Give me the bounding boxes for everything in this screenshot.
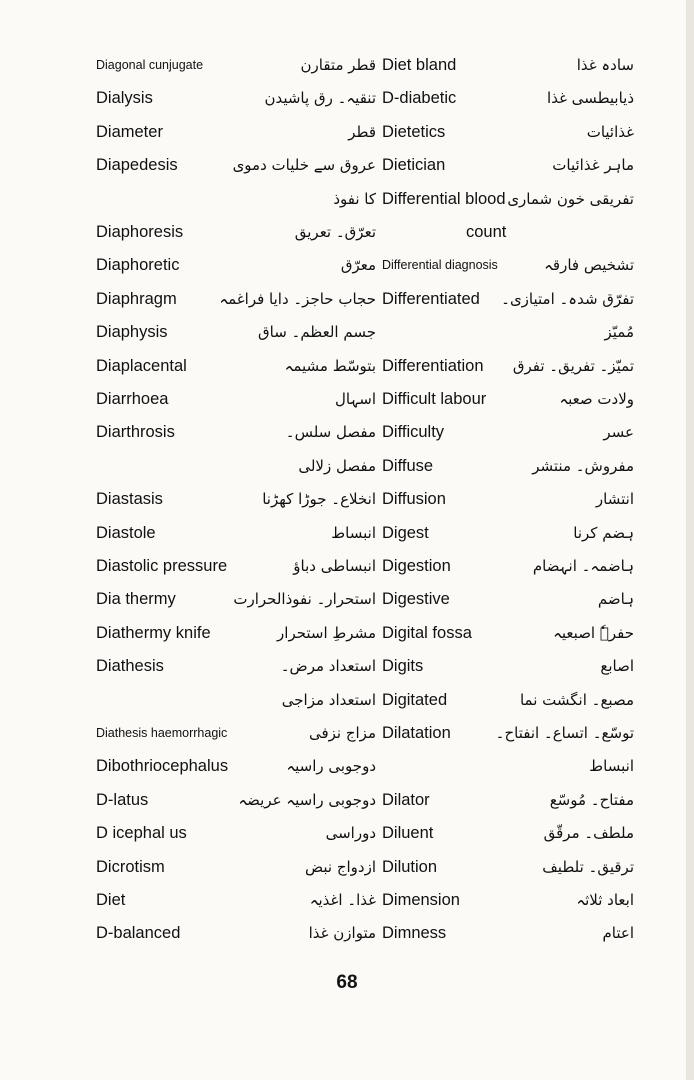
english-term: Dimness <box>382 924 447 943</box>
entry-row <box>0 284 694 314</box>
english-term: Dilution <box>382 857 438 876</box>
urdu-term: غذائیات <box>586 122 634 141</box>
english-term: Diaphysis <box>96 323 168 342</box>
urdu-term: ہاضم <box>597 590 634 609</box>
english-term: Digestive <box>382 590 450 609</box>
english-term: Dibothriocephalus <box>96 757 229 776</box>
urdu-term: دوجوبی راسیہ <box>286 757 376 776</box>
english-term: Dilator <box>382 790 430 809</box>
english-term: Diet <box>96 891 126 909</box>
english-term: Diastolic pressure <box>96 557 228 575</box>
english-term: Dicrotism <box>96 857 165 876</box>
english-term: Digits <box>382 657 424 676</box>
urdu-term: دوراسی <box>325 824 376 843</box>
english-term: Digest <box>382 523 429 542</box>
page-number: 68 <box>336 972 358 993</box>
urdu-term: ترقیق۔ تلطیف <box>542 857 634 876</box>
urdu-term: معرّق <box>340 256 376 275</box>
urdu-term: انخلاع۔ جوڑا کھڑنا <box>262 490 376 509</box>
entry-row <box>0 918 694 948</box>
urdu-term: مفتاح۔ مُوسّع <box>549 790 634 809</box>
urdu-term: قطر متقارن <box>300 56 376 74</box>
urdu-term: قطر <box>348 122 376 141</box>
english-term: Digitated <box>382 690 448 709</box>
urdu-term: استعداد مزاجی <box>281 690 376 709</box>
page-edge <box>686 0 694 1080</box>
english-term: Diaplacental <box>96 356 187 375</box>
entry-row <box>0 618 694 648</box>
urdu-term: حجاب حاجز۔ دایا فراغمہ <box>219 289 376 308</box>
urdu-term: تفریقی خون شماری <box>507 189 634 208</box>
entry-row <box>0 351 694 381</box>
entry-row <box>0 785 694 815</box>
urdu-term: عروق سے خلیات دموی <box>232 156 376 175</box>
urdu-term: ازدواج نبض <box>304 857 376 876</box>
urdu-term: ماہر غذائیات <box>552 156 634 175</box>
entry-row <box>0 751 694 781</box>
english-term: Diffuse <box>382 456 434 475</box>
urdu-term: تنقیہ۔ رق پاشیدن <box>264 89 376 108</box>
english-term: D-balanced <box>96 924 181 943</box>
english-term: Diathesis haemorrhagic <box>96 726 228 740</box>
urdu-term: انبساط <box>331 523 376 542</box>
english-term: Digestion <box>382 557 451 575</box>
english-term: count <box>466 223 507 241</box>
english-term: Diffusion <box>382 490 446 509</box>
entry-row <box>0 451 694 481</box>
urdu-term: عسر <box>603 423 634 442</box>
urdu-term: انبساطی دباؤ <box>293 557 376 575</box>
entry-row <box>0 184 694 214</box>
entry-row <box>0 50 694 80</box>
english-term: Diapedesis <box>96 156 178 175</box>
urdu-term: ہاضمہ۔ انہضام <box>532 557 634 575</box>
english-term: Diarthrosis <box>96 423 175 442</box>
english-term: Diaphoresis <box>96 223 184 241</box>
urdu-term: متوازن غذا <box>308 924 376 943</box>
entry-row <box>0 417 694 447</box>
english-term: Diagonal cunjugate <box>96 58 204 72</box>
english-term: Dilatation <box>382 724 451 742</box>
entry-row <box>0 718 694 748</box>
entry-row <box>0 518 694 548</box>
urdu-term: تفرّق شدہ۔ امتیازی۔ <box>501 289 634 308</box>
english-term: Diastasis <box>96 490 163 509</box>
urdu-term: تمیّز۔ تفریق۔ تفرق <box>512 356 634 375</box>
urdu-term: حفرہٗ اصبعیہ <box>553 623 634 642</box>
entry-row <box>0 852 694 882</box>
urdu-term: دوجوبی راسیہ عریضہ <box>238 790 376 809</box>
urdu-term: مفروش۔ منتشر <box>532 456 634 475</box>
urdu-term: استحرار۔ نفوذالحرارت <box>233 590 376 609</box>
english-term: D-latus <box>96 790 149 809</box>
urdu-term: غذا۔ اغذیہ <box>309 891 376 909</box>
urdu-term: مشرطِ استحرار <box>277 623 376 642</box>
urdu-term: مُمیّز <box>604 323 634 342</box>
english-term: Diameter <box>96 122 163 141</box>
entry-row <box>0 484 694 514</box>
english-term: Diluent <box>382 824 434 843</box>
urdu-term: مفصل سلس۔ <box>285 423 376 442</box>
urdu-term: اعتام <box>602 924 634 943</box>
entry-row <box>0 384 694 414</box>
english-term: Diaphragm <box>96 289 177 308</box>
urdu-term: مفصل زلالی <box>298 456 376 475</box>
entry-row <box>0 685 694 715</box>
urdu-term: سادہ غذا <box>576 56 634 74</box>
entry-row <box>0 250 694 280</box>
english-term: Diarrhoea <box>96 390 169 408</box>
entry-row <box>0 317 694 347</box>
entry-row <box>0 217 694 247</box>
entry-row <box>0 651 694 681</box>
english-term: Differential diagnosis <box>382 258 498 273</box>
english-term: Difficult labour <box>382 390 487 408</box>
english-term: Diastole <box>96 523 156 542</box>
urdu-term: استعداد مرض۔ <box>280 657 376 676</box>
urdu-term: ولادت صعبہ <box>559 390 634 408</box>
urdu-term: ملطف۔ مرقّق <box>543 824 634 843</box>
english-term: D icephal us <box>96 824 187 843</box>
english-term: Dietician <box>382 156 446 175</box>
urdu-term: جسم العظم۔ ساق <box>257 323 376 342</box>
entry-row <box>0 584 694 614</box>
urdu-term: بتوسّط مشیمہ <box>284 356 376 375</box>
urdu-term: ابعاد ثلاثہ <box>576 891 634 909</box>
entry-row <box>0 885 694 915</box>
entry-row <box>0 117 694 147</box>
urdu-term: اسہال <box>335 390 376 408</box>
urdu-term: انتشار <box>595 490 634 509</box>
english-term: Dia thermy <box>96 590 176 609</box>
urdu-term: توسّع۔ اتساع۔ انفتاح۔ <box>495 724 634 742</box>
urdu-term: کا نفوذ <box>333 189 376 208</box>
entry-row <box>0 150 694 180</box>
english-term: Diathesis <box>96 657 164 676</box>
urdu-term: تشخیص فارقہ <box>544 256 634 275</box>
english-term: Diet bland <box>382 56 457 74</box>
urdu-term: مزاج نزفی <box>308 724 376 742</box>
urdu-term: انبساط <box>589 757 634 776</box>
urdu-term: ہضم کرنا <box>573 523 634 542</box>
english-term: Differentiation <box>382 356 484 375</box>
entry-row <box>0 83 694 113</box>
english-term: Diathermy knife <box>96 623 211 642</box>
entry-row <box>0 551 694 581</box>
english-term: D-diabetic <box>382 89 457 108</box>
urdu-term: ذیابیطسی غذا <box>547 89 634 108</box>
entry-row <box>0 818 694 848</box>
english-term: Diaphoretic <box>96 256 180 275</box>
english-term: Differentiated <box>382 289 480 308</box>
english-term: Dimension <box>382 891 460 909</box>
english-term: Dietetics <box>382 122 446 141</box>
urdu-term: مصبع۔ انگشت نما <box>519 690 634 709</box>
english-term: Dialysis <box>96 89 153 108</box>
english-term: Digital fossa <box>382 623 472 642</box>
urdu-term: اصابع <box>600 657 634 676</box>
english-term: Difficulty <box>382 423 445 442</box>
urdu-term: تعرّق۔ تعریق <box>294 223 376 241</box>
english-term: Differential blood <box>382 189 506 208</box>
